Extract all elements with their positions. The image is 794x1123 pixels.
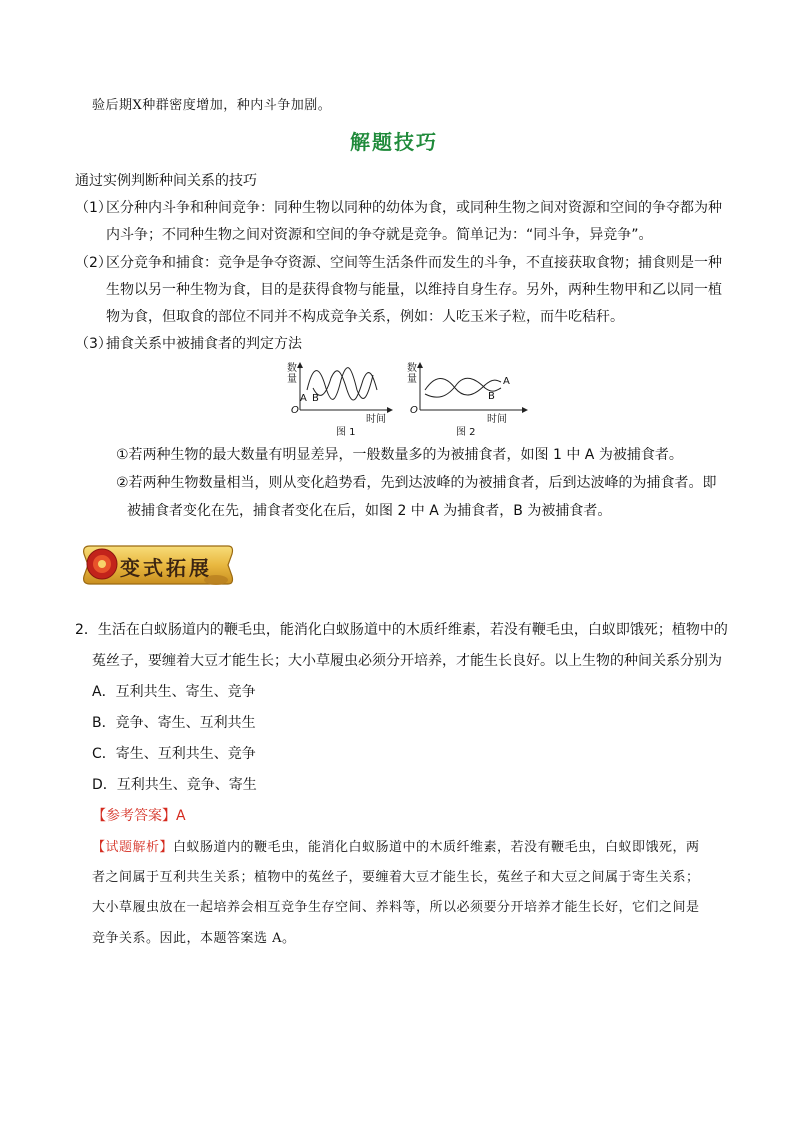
- variant-extension-banner: [78, 540, 236, 590]
- figure-2-x-arrow: [522, 407, 528, 413]
- figure-2-y-label: 数量: [407, 363, 417, 385]
- figure-1-label-a: A: [300, 393, 307, 404]
- question-line-2: 菟丝子，要缠着大豆才能生长；大小草履虫必须分开培养，才能生长良好。以上生物的种间关系分别为: [92, 653, 722, 669]
- item-2-line-1: 区分竞争和捕食：竞争是争夺资源、空间等生活条件而发生的斗争，不直接获取食物；捕食则是一种: [106, 255, 722, 271]
- figure-2-label-a: A: [503, 376, 510, 387]
- banner-text: 变式拓展: [120, 556, 212, 580]
- answer-label: 【参考答案】: [92, 808, 176, 824]
- question-line-1: 2．生活在白蚁肠道内的鞭毛虫，能消化白蚁肠道中的木质纤维素，若没有鞭毛虫，白蚁即饿死；植物中的: [75, 622, 728, 638]
- section-title: 解题技巧: [350, 130, 438, 154]
- top-line: 验后期X种群密度增加，种内斗争加剧。: [92, 98, 332, 113]
- option-a: A．互利共生、寄生、竞争: [92, 684, 256, 700]
- analysis-line-3: 大小草履虫放在一起培养会相互竞争生存空间、养料等，所以必须要分开培养才能生长好，它们之间是: [92, 900, 700, 915]
- item-3-number: （3）: [75, 336, 112, 352]
- figure-1-label-b: B: [312, 393, 319, 404]
- figure-1-caption: 图 1: [336, 427, 356, 438]
- figure-2-origin: O: [410, 405, 418, 416]
- figure-1-y-label: 数量: [287, 363, 297, 385]
- rule-2: ②若两种生物数量相当，则从变化趋势看，先到达波峰的为被捕食者，后到达波峰的为捕食者。即: [116, 475, 717, 491]
- option-d: D．互利共生、竞争、寄生: [92, 777, 257, 793]
- option-b: B．竞争、寄生、互利共生: [92, 715, 256, 731]
- item-1-line-2: 内斗争；不同种生物之间对资源和空间的争夺就是竞争。简单记为：“同斗争，异竞争”。: [106, 227, 653, 243]
- figure-1-x-label: 时间: [366, 414, 386, 425]
- item-2-line-3: 物为食，但取食的部位不同并不构成竞争关系，例如：人吃玉米子粒，而牛吃秸秆。: [106, 309, 624, 325]
- analysis-label: 【试题解析】: [92, 840, 174, 855]
- item-2-number: （2）: [75, 255, 112, 271]
- analysis-text-1: 白蚁肠道内的鞭毛虫，能消化白蚁肠道中的木质纤维素，若没有鞭毛虫，白蚁即饿死，两: [173, 840, 700, 855]
- item-2-line-2: 生物以另一种生物为食，目的是获得食物与能量，以维持自身生存。另外，两种生物甲和乙以同一植: [106, 282, 722, 298]
- answer-value: A: [176, 808, 186, 824]
- figure-1-curve-b: [313, 371, 377, 400]
- item-1-number: （1）: [75, 200, 112, 216]
- option-c: C．寄生、互利共生、竞争: [92, 746, 256, 762]
- answer-line: [92, 805, 186, 825]
- rule-3: 被捕食者变化在先，捕食者变化在后，如图 2 中 A 为捕食者，B 为被捕食者。: [127, 503, 612, 519]
- rule-1: ①若两种生物的最大数量有明显差异，一般数量多的为被捕食者，如图 1 中 A 为被捕食者。: [116, 447, 683, 463]
- item-1-line-1: 区分种内斗争和种间竞争：同种生物以同种的幼体为食，或同种生物之间对资源和空间的争夺都为种: [106, 200, 722, 216]
- item-3-line-1: 捕食关系中被捕食者的判定方法: [106, 336, 302, 352]
- figure-1-x-arrow: [387, 407, 393, 413]
- figure-2-caption: 图 2: [456, 427, 476, 438]
- figure-1-origin: O: [291, 405, 299, 416]
- figure-2-label-b: B: [488, 391, 495, 402]
- intro-text: 通过实例判断种间关系的技巧: [75, 173, 257, 189]
- figure-2-x-label: 时间: [487, 414, 507, 425]
- analysis-line-2: 者之间属于互利共生关系；植物中的菟丝子，要缠着大豆才能生长，菟丝子和大豆之间属于寄生关系；: [92, 870, 700, 885]
- analysis-line-1: [92, 836, 700, 855]
- analysis-line-4: 竞争关系。因此，本题答案选 A。: [92, 931, 296, 946]
